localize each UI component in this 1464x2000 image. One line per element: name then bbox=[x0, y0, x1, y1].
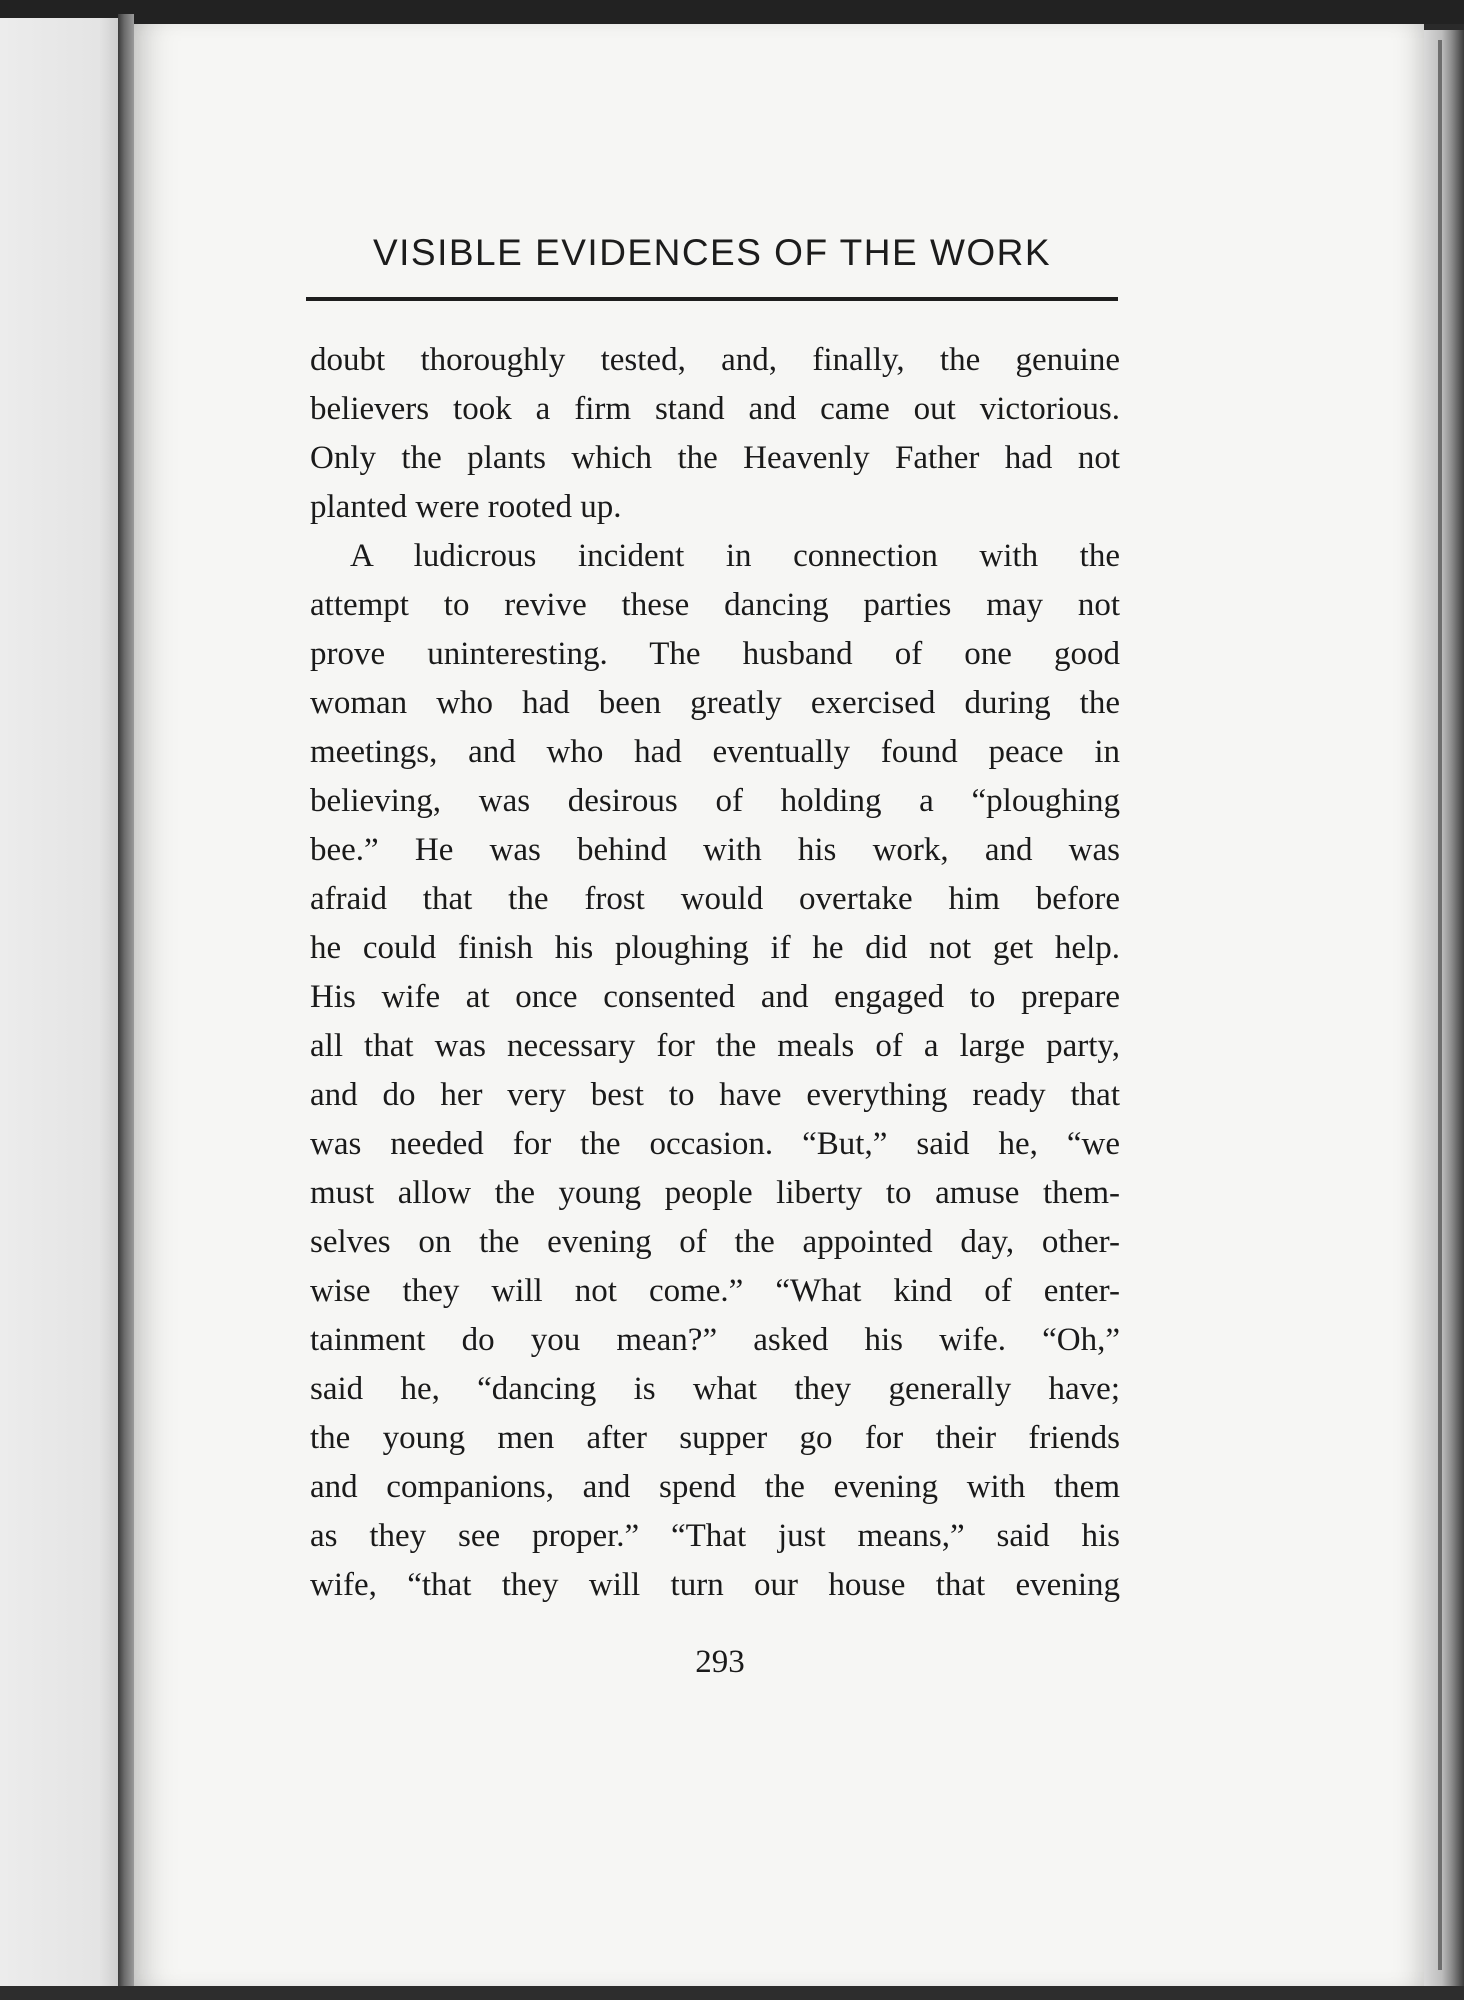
text-line: wise they will not come.” “What kind of enter- bbox=[310, 1273, 1120, 1309]
running-head: VISIBLE EVIDENCES OF THE WORK bbox=[372, 232, 1052, 273]
text-line: His wife at once consented and engaged to prepare bbox=[310, 979, 1120, 1015]
text-line: Only the plants which the Heavenly Father had not bbox=[310, 440, 1120, 476]
text-line: doubt thoroughly tested, and, finally, the genuine bbox=[310, 342, 1120, 378]
facing-page-edge bbox=[0, 18, 124, 1990]
text-line: wife, “that they will turn our house that evening bbox=[310, 1567, 1120, 1603]
text-line: he could finish his ploughing if he did not get help. bbox=[310, 930, 1120, 966]
text-line: said he, “dancing is what they generally have; bbox=[310, 1371, 1120, 1407]
text-line: tainment do you mean?” asked his wife. “Oh,” bbox=[310, 1322, 1120, 1358]
text-line: and companions, and spend the evening with them bbox=[310, 1469, 1120, 1505]
text-line: prove uninteresting. The husband of one good bbox=[310, 636, 1120, 672]
text-line: believing, was desirous of holding a “ploughing bbox=[310, 783, 1120, 819]
page-number: 293 bbox=[695, 1644, 745, 1680]
text-line: woman who had been greatly exercised during the bbox=[310, 685, 1120, 721]
text-line: bee.” He was behind with his work, and was bbox=[310, 832, 1120, 868]
scan-bottom-border bbox=[0, 1986, 1464, 2000]
text-line: A ludicrous incident in connection with the bbox=[350, 538, 1120, 574]
text-line: as they see proper.” “That just means,” said his bbox=[310, 1518, 1120, 1554]
text-line: must allow the young people liberty to amuse them- bbox=[310, 1175, 1120, 1211]
page-fore-edge bbox=[1424, 30, 1464, 1990]
scan-top-border bbox=[0, 0, 1464, 24]
text-line: afraid that the frost would overtake him before bbox=[310, 881, 1120, 917]
text-line: and do her very best to have everything ready that bbox=[310, 1077, 1120, 1113]
text-line: believers took a firm stand and came out victorious. bbox=[310, 391, 1120, 427]
text-line: was needed for the occasion. “But,” said he, “we bbox=[310, 1126, 1120, 1162]
head-rule bbox=[306, 297, 1118, 301]
text-line: selves on the evening of the appointed day, other- bbox=[310, 1224, 1120, 1260]
text-line: the young men after supper go for their friends bbox=[310, 1420, 1120, 1456]
book-gutter bbox=[118, 14, 134, 1994]
body-text bbox=[310, 336, 1120, 1610]
text-line: meetings, and who had eventually found peace in bbox=[310, 734, 1120, 770]
text-line: all that was necessary for the meals of a large party, bbox=[310, 1028, 1120, 1064]
text-line: planted were rooted up. bbox=[310, 489, 622, 525]
text-line: attempt to revive these dancing parties may not bbox=[310, 587, 1120, 623]
fore-edge-shadow bbox=[1438, 40, 1442, 1970]
